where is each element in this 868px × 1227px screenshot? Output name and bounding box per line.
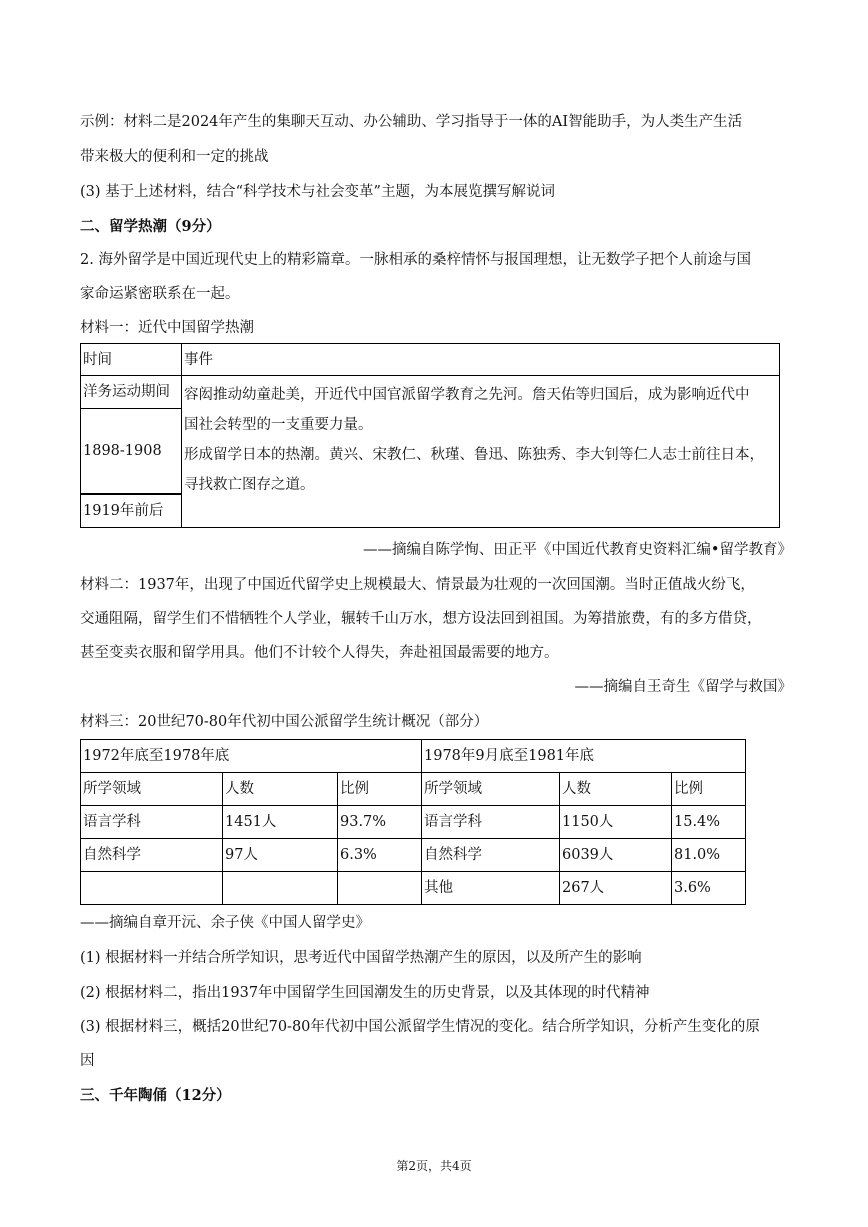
table-row bbox=[81, 839, 746, 872]
table-cell bbox=[81, 872, 223, 905]
table-cell bbox=[223, 872, 338, 905]
material-2-line-3: 甚至变卖衣服和留学用具。他们不计较个人得失，奔赴祖国最需要的地方。 bbox=[80, 645, 559, 661]
table-cell: 语言学科 bbox=[81, 806, 223, 839]
example-line-2: 带来极大的便利和一定的挑战 bbox=[80, 149, 269, 165]
table-row bbox=[81, 740, 746, 773]
table-row bbox=[81, 376, 780, 409]
table-header-cell: 时间 bbox=[81, 344, 182, 376]
event-line: 容闳推动幼童赴美，开近代中国官派留学教育之先河。詹天佑等归国后，成为影响近代中 bbox=[184, 387, 750, 403]
example-line-1: 示例：材料二是2024年产生的集聊天互动、办公辅助、学习指导于一体的AI智能助手，为人类生产生活 bbox=[80, 114, 743, 130]
table-cell: 6.3% bbox=[338, 839, 422, 872]
table-header-cell: 所学领域 bbox=[422, 773, 560, 806]
question-2-intro-1: 2. 海外留学是中国近现代史上的精彩篇章。一脉相承的桑梓情怀与报国理想，让无数学子把个人前途与国 bbox=[80, 252, 751, 268]
question-2-3-line-2: 因 bbox=[80, 1053, 95, 1069]
table-cell: 93.7% bbox=[338, 806, 422, 839]
table-header-cell: 事件 bbox=[182, 344, 780, 376]
material-3-title: 材料三：20世纪70-80年代初中国公派留学生统计概况（部分） bbox=[80, 714, 489, 730]
page-footer: 第2页，共4页 bbox=[396, 1159, 472, 1173]
source-2: ——摘编自王奇生《留学与救国》 bbox=[574, 679, 792, 695]
question-2-intro-2: 家命运紧密联系在一起。 bbox=[80, 286, 240, 302]
table-header-cell: 所学领域 bbox=[81, 773, 223, 806]
period-b-header: 1978年9月底至1981年底 bbox=[422, 740, 746, 773]
table-cell: 267人 bbox=[560, 872, 672, 905]
source-3: ——摘编自章开沅、余子侠《中国人留学史》 bbox=[80, 915, 370, 931]
table-row bbox=[81, 344, 780, 376]
question-1-3: (3) 基于上述材料，结合“科学技术与社会变革”主题，为本展览撰写解说词 bbox=[80, 184, 555, 200]
question-2-3-line-1: (3) 根据材料三，概括20世纪70-80年代初中国公派留学生情况的变化。结合所学知识，分析产生变化的原 bbox=[80, 1019, 760, 1035]
material-2-line-2: 交通阻隔，留学生们不惜牺牲个人学业，辗转千山万水，想方设法回到祖国。为筹措旅费，有的多方借贷， bbox=[80, 611, 762, 627]
table-cell: 1919年前后 bbox=[81, 495, 182, 528]
table-cell: 洋务运动期间 bbox=[81, 376, 182, 409]
question-2-1: (1) 根据材料一并结合所学知识，思考近代中国留学热潮产生的原因，以及所产生的影响 bbox=[80, 950, 642, 966]
material-1-table bbox=[80, 343, 780, 528]
event-line: 形成留学日本的热潮。黄兴、宋教仁、秋瑾、鲁迅、陈独秀、李大钊等仁人志士前往日本， bbox=[184, 447, 764, 463]
table-cell: 97人 bbox=[223, 839, 338, 872]
table-cell: 1150人 bbox=[560, 806, 672, 839]
table-row bbox=[81, 806, 746, 839]
table-cell: 81.0% bbox=[672, 839, 746, 872]
table-cell: 3.6% bbox=[672, 872, 746, 905]
material-3-table bbox=[80, 739, 746, 905]
table-header-cell: 比例 bbox=[338, 773, 422, 806]
source-1: ——摘编自陈学恂、田正平《中国近代教育史资料汇编•留学教育》 bbox=[362, 542, 792, 558]
material-2-line-1: 材料二：1937年，出现了中国近代留学史上规模最大、情景最为壮观的一次回国潮。当时正值战火纷飞， bbox=[80, 577, 755, 593]
table-cell: 1451人 bbox=[223, 806, 338, 839]
section-2-title: 二、留学热潮（9分） bbox=[80, 218, 221, 235]
table-row bbox=[81, 872, 746, 905]
table-cell: 语言学科 bbox=[422, 806, 560, 839]
table-cell: 6039人 bbox=[560, 839, 672, 872]
event-line: 国社会转型的一支重要力量。 bbox=[184, 417, 373, 433]
table-cell-events bbox=[182, 376, 780, 528]
question-2-2: (2) 根据材料二，指出1937年中国留学生回国潮发生的历史背景，以及其体现的时代精神 bbox=[80, 985, 650, 1001]
table-cell: 1898-1908 bbox=[81, 409, 182, 494]
table-cell: 其他 bbox=[422, 872, 560, 905]
table-cell bbox=[338, 872, 422, 905]
section-3-title: 三、千年陶俑（12分） bbox=[80, 1087, 231, 1104]
table-cell: 自然科学 bbox=[422, 839, 560, 872]
table-header-cell: 人数 bbox=[223, 773, 338, 806]
period-a-header: 1972年底至1978年底 bbox=[81, 740, 422, 773]
event-line: 寻找救亡图存之道。 bbox=[184, 477, 315, 493]
table-row bbox=[81, 773, 746, 806]
material-1-title: 材料一：近代中国留学热潮 bbox=[80, 320, 254, 336]
table-cell: 自然科学 bbox=[81, 839, 223, 872]
table-header-cell: 人数 bbox=[560, 773, 672, 806]
table-cell: 15.4% bbox=[672, 806, 746, 839]
table-header-cell: 比例 bbox=[672, 773, 746, 806]
